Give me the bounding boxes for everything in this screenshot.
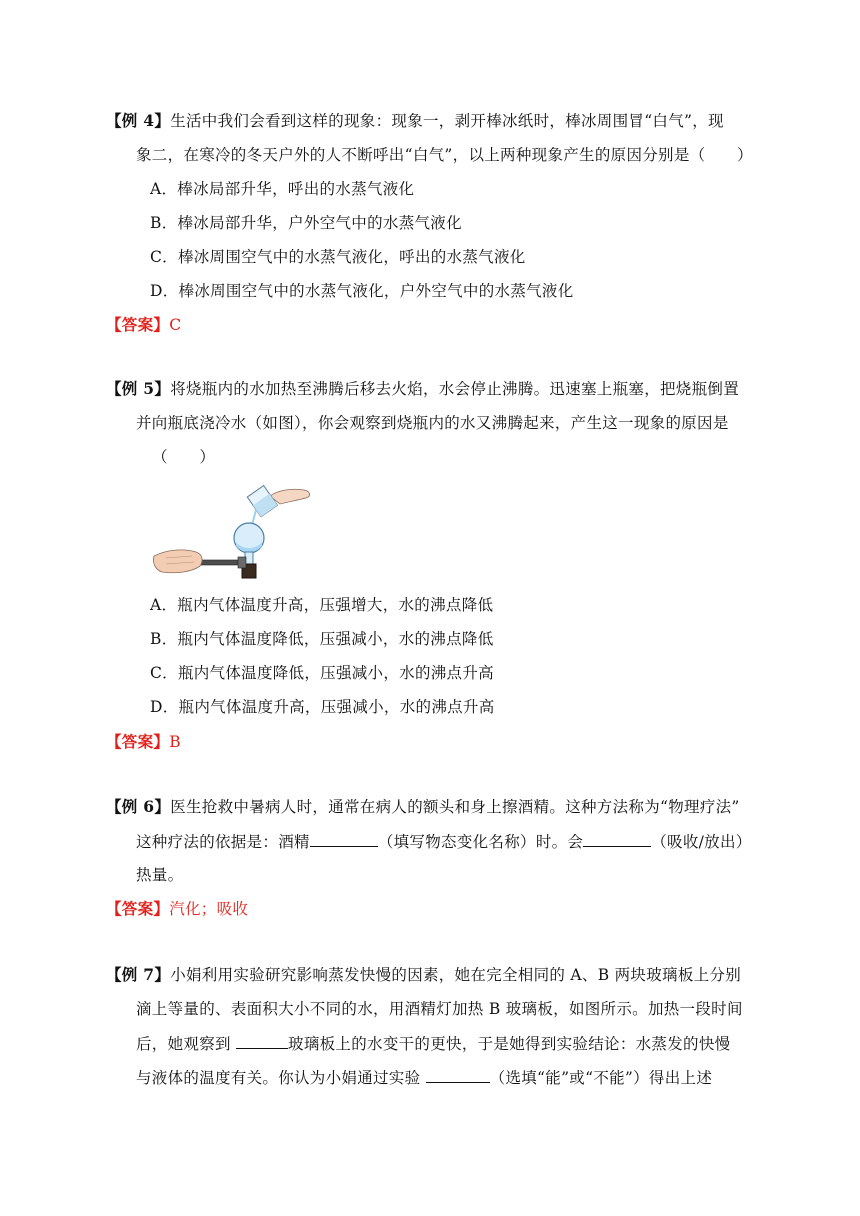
ex7-question-line4 — [136, 1066, 712, 1089]
pouring-hand-icon — [270, 489, 310, 504]
holding-hand-icon — [153, 550, 202, 573]
ex6-blank-2 — [583, 830, 651, 847]
ex7-tag: 【例 7】 — [106, 965, 171, 984]
ex4-answer-value: C — [169, 316, 182, 334]
ex6-line2-part2: （填写物态变化名称）时。会 — [377, 833, 584, 851]
ex7-line4-part1: 与液体的温度有关。你认为小娟通过实验 — [136, 1069, 426, 1087]
ex6-line2-part3: （吸收/放出） — [651, 833, 752, 851]
ex6-question-line2 — [136, 830, 752, 853]
ex5-tag: 【例 5】 — [106, 379, 171, 398]
ex4-option-b: B．棒冰局部升华，户外空气中的水蒸气液化 — [150, 214, 462, 232]
ex5-option-a: A．瓶内气体温度升高，压强增大，水的沸点降低 — [150, 596, 494, 614]
ex7-line4-part2: （选填“能”或“不能”）得出上述 — [489, 1069, 713, 1087]
ex7-question-line3 — [136, 1032, 730, 1055]
ex7-question-line2: 滴上等量的、表面积大小不同的水，用酒精灯加热 B 玻璃板，如图所示。加热一段时间 — [136, 1000, 743, 1018]
ex7-blank-2 — [426, 1066, 490, 1083]
ex5-answer — [106, 731, 181, 753]
ex5-question-line3: （ ） — [152, 448, 216, 466]
ex6-answer-value: 汽化；吸收 — [169, 900, 249, 918]
beaker-icon — [247, 486, 277, 517]
ex6-blank-1 — [310, 830, 378, 847]
ex4-option-a: A．棒冰局部升华，呼出的水蒸气液化 — [150, 180, 415, 198]
ex6-answer — [106, 898, 248, 920]
ex5-question-line1 — [106, 378, 739, 400]
ex5-option-d: D．瓶内气体温度升高，压强减小，水的沸点升高 — [150, 698, 495, 716]
ex5-option-b: B．瓶内气体温度降低，压强减小，水的沸点降低 — [150, 630, 494, 648]
ex4-question-line1 — [106, 110, 724, 132]
ex5-answer-tag: 【答案】 — [106, 732, 170, 751]
ex7-line3-part1: 后，她观察到 — [136, 1035, 237, 1053]
ex5-question-line2: 并向瓶底浇冷水（如图），你会观察到烧瓶内的水又沸腾起来，产生这一现象的原因是 — [136, 414, 729, 432]
ex5-option-c: C．瓶内气体温度降低，压强减小，水的沸点升高 — [150, 664, 494, 682]
ex7-blank-1 — [236, 1032, 288, 1049]
ex5-answer-value: B — [169, 733, 181, 751]
ex6-question-line3: 热量。 — [136, 866, 184, 884]
ex4-option-d: D．棒冰周围空气中的水蒸气液化，户外空气中的水蒸气液化 — [150, 282, 574, 300]
flask-experiment-figure — [152, 480, 320, 585]
ex4-line1-text: 生活中我们会看到这样的现象：现象一，剥开棒冰纸时，棒冰周围冒“白气”，现 — [170, 112, 724, 130]
ex4-answer — [106, 314, 181, 336]
ex4-answer-tag: 【答案】 — [106, 315, 170, 334]
ex6-answer-tag: 【答案】 — [106, 899, 170, 918]
ex4-question-line2: 象二，在寒冷的冬天户外的人不断呼出“白气”，以上两种现象产生的原因分别是（ ） — [136, 146, 753, 164]
ex5-line1-text: 将烧瓶内的水加热至沸腾后移去火焰，水会停止沸腾。迅速塞上瓶塞，把烧瓶倒置 — [170, 380, 739, 398]
ex7-line1-text: 小娟利用实验研究影响蒸发快慢的因素，她在完全相同的 A、B 两块玻璃板上分别 — [170, 966, 742, 984]
ex4-tag: 【例 4】 — [106, 111, 171, 130]
ex6-line1-text: 医生抢救中暑病人时，通常在病人的额头和身上擦酒精。这种方法称为“物理疗法” — [170, 798, 740, 816]
ex7-line3-part2: 玻璃板上的水变干的更快，于是她得到实验结论：水蒸发的快慢 — [288, 1035, 731, 1053]
ex6-tag: 【例 6】 — [106, 797, 171, 816]
ex6-question-line1 — [106, 796, 740, 818]
ex6-line2-part1: 这种疗法的依据是：酒精 — [136, 833, 310, 851]
ex7-question-line1 — [106, 964, 741, 986]
ex4-option-c: C．棒冰周围空气中的水蒸气液化，呼出的水蒸气液化 — [150, 248, 526, 266]
